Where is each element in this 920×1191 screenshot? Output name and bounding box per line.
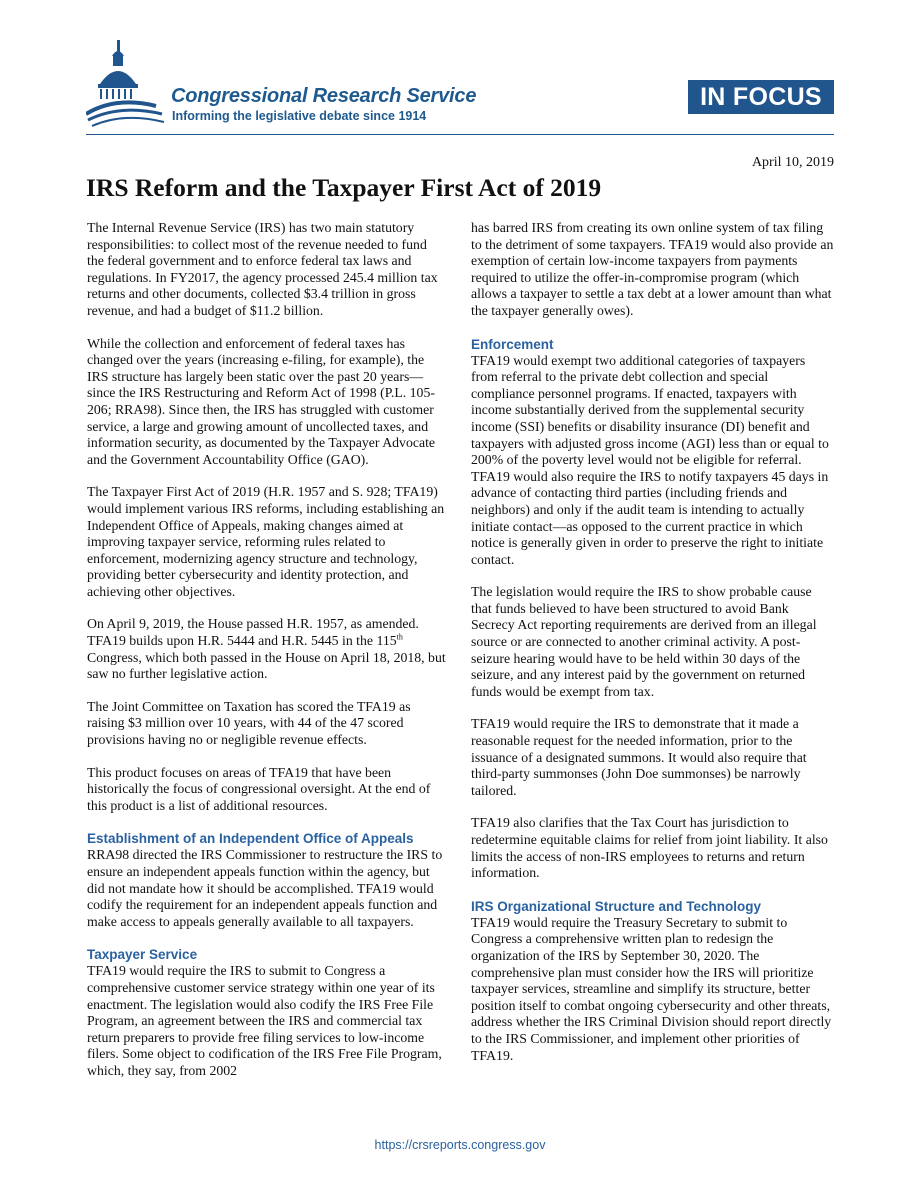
section-heading-org-structure: IRS Organizational Structure and Technology: [471, 898, 762, 914]
publication-date: April 10, 2019: [751, 155, 834, 170]
paragraph: The Taxpayer First Act of 2019 (H.R. 1957 and S. 928; TFA19) would implement various IRS reforms, including establishing an Independent Office of Appeals, making changes aimed at improving taxpayer service, reforming rules related to enforcement, modernizing agency structure and technology, providing better cybersecurity and identity protection, and achieving other objectives.: [87, 484, 445, 599]
paragraph: TFA19 would require the Treasury Secretary to submit to Congress a comprehensive written plan to redesign the organization of the IRS by September 30, 2020. The comprehensive plan must consider how the IRS will prioritize taxpayer services, streamline and simplify its structure, better position itself to combat ongoing cybersecurity and other threats, address whether the IRS Criminal Division should report directly to the IRS Commissioner, and implement other priorities of TFA19.: [471, 914, 832, 1063]
in-focus-badge: IN FOCUS: [688, 80, 834, 114]
page-header: [0, 0, 920, 140]
paragraph: RRA98 directed the IRS Commissioner to restructure the IRS to ensure an independent appeals function within the agency, but did not mandate how it should be accomplished. TFA19 would codify the requirement for an independent appeals function and make access to appeals generally available to all taxpayers.: [87, 847, 443, 929]
section-heading-appeals: Establishment of an Independent Office of Appeals: [87, 831, 414, 847]
paragraph: The legislation would require the IRS to show probable cause that funds believed to have been structured to avoid Bank Secrecy Act reporting requirements are derived from an illegal source or are connected to another criminal activity. A post-seizure hearing would have to be held within 30 days of the seizure, and any interest paid by the government on returned funds would be exempt from tax.: [471, 584, 817, 699]
page-title: IRS Reform and the Taxpayer First Act of 2019: [86, 173, 602, 202]
paragraph: While the collection and enforcement of federal taxes has changed over the years (increasing e-filing, for example), the IRS structure has largely been static over the past 20 years—since the IRS Restructuring and Reform Act of 1998 (P.L. 105-206; RRA98). Since then, the IRS has struggled with customer service, a large and growing amount of uncollected taxes, and information security, as documented by the Taxpayer Advocate and the Government Accountability Office (GAO).: [87, 335, 436, 467]
header-divider: [86, 134, 834, 135]
paragraph: The Joint Committee on Taxation has scored the TFA19 as raising $3 million over 10 years, with 44 of the 47 scored provisions having no or negligible revenue effects.: [87, 698, 411, 748]
paragraph: TFA19 would exempt two additional categories of taxpayers from referral to the private debt collection and special compliance personnel programs. If enacted, taxpayers with income substantially derived from the supplemental security income (SSI) benefits or disability insurance (DI) benefit and taxpayers with adjusted gross income (AGI) less than or equal to 200% of the poverty level would not be eligible for referral. TFA19 would also require the IRS to notify taxpayers 45 days in advance of contacting third parties (including friends and neighbors) and only if the audit team is intending to actually initiate contact—as opposed to the current practice in which notice is generally given in order to preserve the right to initiate contact.: [471, 352, 829, 567]
paragraph: TFA19 would require the IRS to demonstrate that it made a reasonable request for the needed information, prior to the issuance of a designated summons. It would also require that third-party summonses (John Doe summonses) be narrowly tailored.: [471, 716, 807, 798]
org-name: Congressional Research Service: [171, 85, 477, 107]
text-span: Congress, which both passed in the House on April 18, 2018, but saw no further legislative action.: [87, 649, 446, 682]
paragraph: TFA19 also clarifies that the Tax Court has jurisdiction to redetermine equitable claims for relief from joint liability. It also limits the access of non-IRS employees to returns and return information.: [471, 815, 828, 881]
section-heading-taxpayer-service: Taxpayer Service: [87, 947, 198, 963]
paragraph: TFA19 would require the IRS to submit to Congress a comprehensive customer service strategy within one year of its enactment. The legislation would also codify the IRS Free File Program, an agreement between the IRS and commercial tax return preparers to provide free filing services to low-income filers. Some object to codification of the IRS Free File Program, which, they say, from 2002: [87, 963, 442, 1078]
section-heading-enforcement: Enforcement: [471, 336, 554, 352]
left-column: [87, 220, 447, 1096]
org-tagline: Informing the legislative debate since 1914: [172, 109, 427, 123]
ordinal-suffix: th: [396, 632, 403, 642]
right-column: [471, 220, 835, 1080]
paragraph: has barred IRS from creating its own online system of tax filing to the detriment of some taxpayers. TFA19 would also provide an exemption of certain low-income taxpayers from payments required to utilize the offer-in-compromise program (which allows a taxpayer to settle a tax debt at a lower amount than what the taxpayer generally owes).: [471, 220, 834, 318]
footer-url-link[interactable]: https://crsreports.congress.gov: [374, 1138, 546, 1152]
paragraph: This product focuses on areas of TFA19 that have been historically the focus of congressional oversight. At the end of this product is a list of additional resources.: [87, 764, 431, 813]
paragraph: [87, 616, 447, 682]
paragraph: The Internal Revenue Service (IRS) has two main statutory responsibilities: to collect most of the revenue needed to fund the federal government and to enforce federal tax laws and regulations. In FY2017, the agency processed 245.4 million tax returns and other documents, collected $3.4 trillion in gross revenue, and had a budget of $11.2 billion.: [87, 220, 438, 318]
text-span: On April 9, 2019, the House passed H.R. 1957, as amended. TFA19 builds upon H.R. 5444 and H.R. 5445 in the 115: [87, 616, 419, 649]
capitol-dome-logo-icon: [86, 40, 166, 132]
